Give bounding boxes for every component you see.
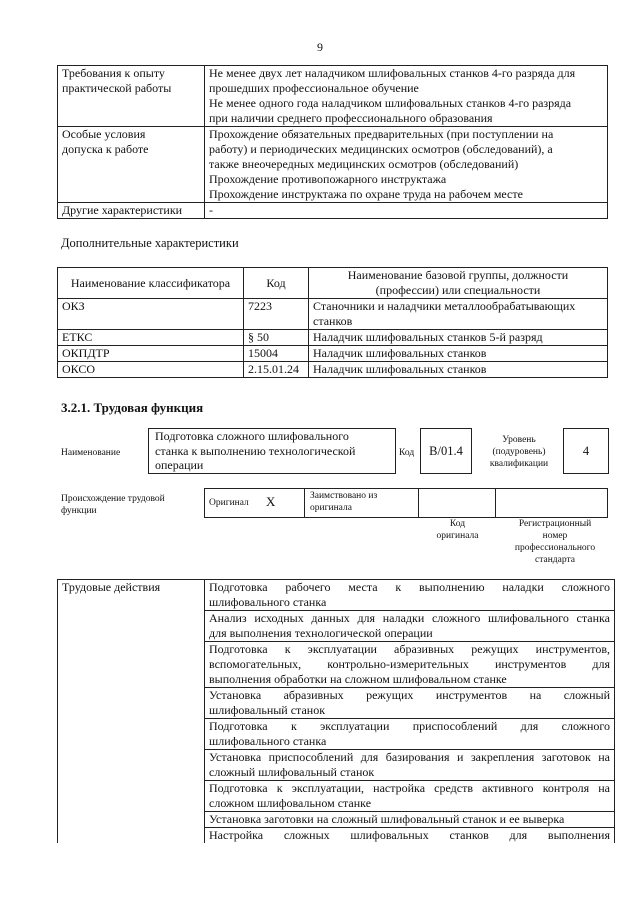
origin-box [204,488,608,518]
classifier-desc: Наладчик шлифовальных станков 5-й разряд [309,330,608,346]
col-header-classifier: Наименование классификатора [58,268,244,299]
classifier-desc: Наладчик шлифовальных станков [309,362,608,378]
table-row [58,66,608,127]
classifier-desc: Наладчик шлифовальных станков [309,346,608,362]
level-label: Уровень (подуровень) квалификации [489,435,549,469]
divider [418,488,419,518]
additional-title: Дополнительные характеристики [61,236,239,250]
table-row [58,346,608,362]
classifier-name: ОКСО [58,362,244,378]
action-item: Установка заготовки на сложный шлифовальный станок и ее выверка [205,812,615,828]
action-item: Подготовка рабочего места к выполнению наладки сложного шлифовального станка [205,580,615,611]
col-header-code: Код [244,268,309,299]
classifier-code: 15004 [244,346,309,362]
registration-number-label: Регистрационный номер профессионального стандарта [514,519,596,565]
table-row [58,580,615,611]
labor-actions-table [57,579,615,843]
classifier-name: ОКПДТР [58,346,244,362]
table-row [58,299,608,330]
classifier-code: 2.15.01.24 [244,362,309,378]
table-row [58,362,608,378]
action-item: Анализ исходных данных для наладки сложного шлифовального станка для выполнения технологической операции [205,611,615,642]
level-box: 4 [563,428,609,474]
classifier-table [57,267,608,378]
function-name-box: Подготовка сложного шлифовального станка к выполнению технологической операции [148,428,396,474]
table-row [58,203,608,219]
code-box: B/01.4 [420,428,472,474]
action-item: Установка приспособлений для базирования и закрепления заготовок на сложный шлифовальный станок [205,750,615,781]
page-number: 9 [317,40,323,54]
divider [495,488,496,518]
classifier-desc: Станочники и наладчики металлообрабатывающих станков [309,299,608,330]
borrowed-label: Заимствовано из оригинала [310,491,378,513]
classifier-code: 7223 [244,299,309,330]
table-header-row [58,268,608,299]
actions-label: Трудовые действия [58,580,205,844]
code-label: Код [399,448,415,458]
classifier-name: ОКЗ [58,299,244,330]
action-item: Установка абразивных режущих инструментов на сложный шлифовальный станок [205,688,615,719]
code-original-label: Код оригинала [436,519,479,541]
row-value: - [205,203,608,219]
row-label: Особые условия допуска к работе [58,127,205,203]
name-label: Наименование [61,448,121,458]
action-item: Подготовка к эксплуатации приспособлений для сложного шлифовального станка [205,719,615,750]
classifier-code: § 50 [244,330,309,346]
action-item: Подготовка к эксплуатации абразивных режущих инструментов, вспомогательных, контрольно-измерительных инструментов для выполнения обработки на сложном шлифовальном станке [205,642,615,688]
origin-label: Происхождение трудовой функции [61,494,165,516]
divider [304,488,305,518]
action-item: Настройка сложных шлифовальных станков для выполнения [205,828,615,844]
section-heading: 3.2.1. Трудовая функция [61,400,204,415]
row-label: Другие характеристики [58,203,205,219]
row-label: Требования к опыту практической работы [58,66,205,127]
col-header-name: Наименование базовой группы, должности (профессии) или специальности [309,268,608,299]
original-mark: X [266,494,276,509]
requirements-table [57,65,608,219]
action-item: Подготовка к эксплуатации, настройка средств активного контроля на сложном шлифовальном станке [205,781,615,812]
original-label: Оригинал [209,498,249,508]
table-row [58,127,608,203]
row-value: Не менее двух лет наладчиком шлифовальных станков 4-го разряда для прошедших профессиональное обучение Не менее одного года наладчиком шлифовальных станков 4-го разряда при наличии среднего профессионального образования [205,66,608,127]
table-row [58,330,608,346]
classifier-name: ЕТКС [58,330,244,346]
row-value: Прохождение обязательных предварительных (при поступлении на работу) и периодических медицинских осмотров (обследований), а также внеочередных медицинских осмотров (обследований) Прохождение противопожарного инструктажа Прохождение инструктажа по охране труда на рабочем месте [205,127,608,203]
